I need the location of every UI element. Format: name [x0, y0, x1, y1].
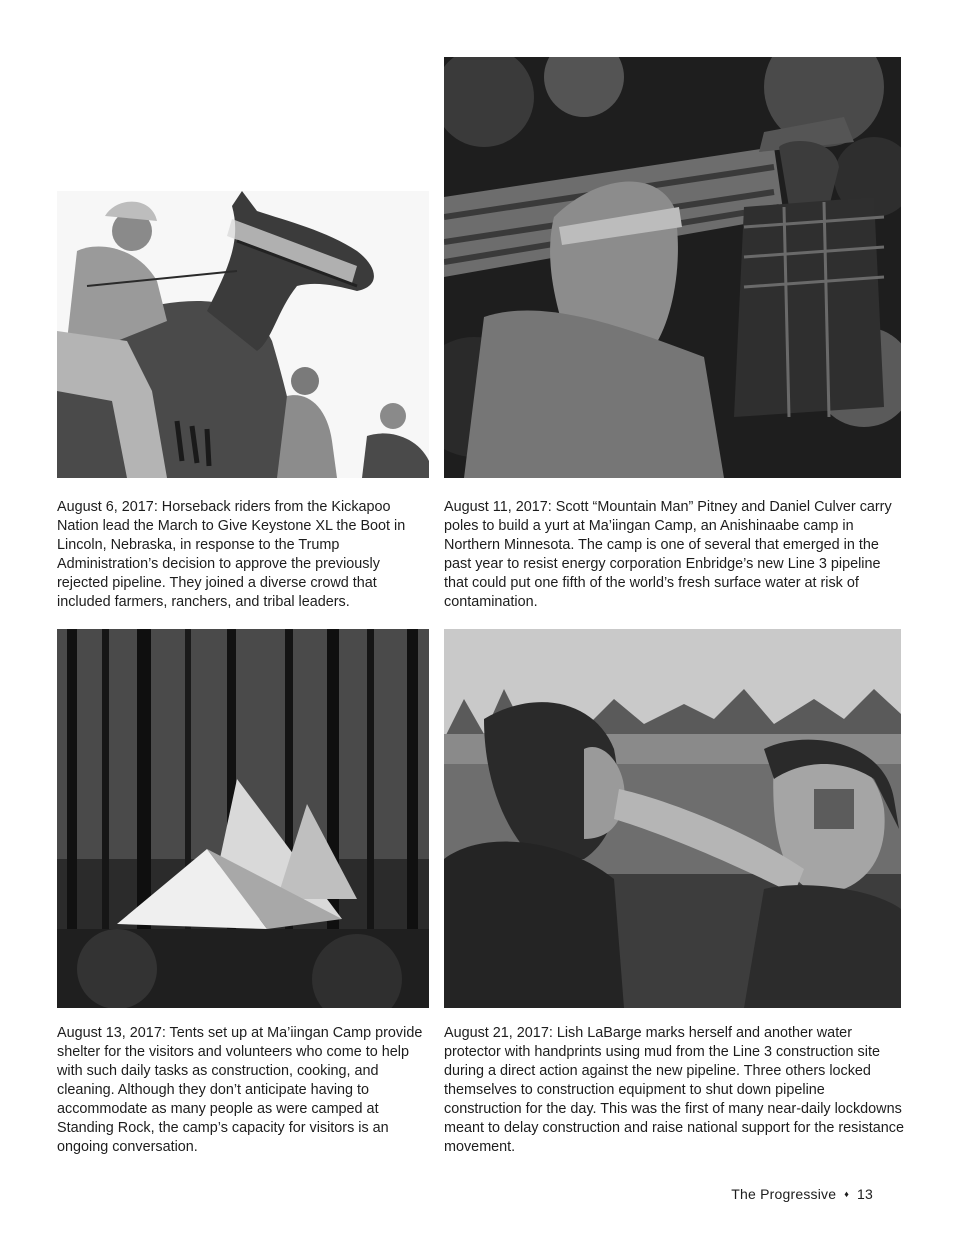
- page-number: 13: [857, 1186, 873, 1202]
- page-footer: [731, 1186, 873, 1202]
- photo-tents-forest: [57, 629, 429, 1008]
- publication-name: The Progressive: [731, 1186, 837, 1202]
- caption-tents-forest: August 13, 2017: Tents set up at Ma’iingan Camp provide shelter for the visitors and volunteers who come to help with such daily tasks as construction, cooking, and cleaning. Although they don’t anticipate having to accommodate as many people as were camped at Standing Rock, the camp’s capacity for visitors is an ongoing conversation.: [57, 1025, 423, 1155]
- caption-handprints: August 21, 2017: Lish LaBarge marks herself and another water protector with handprints using mud from the Line 3 construction site during a direct action against the new pipeline. Three others locked themselves to construction equipment to shut down pipeline construction for the day. This was the first of many near-daily lockdowns meant to delay construction and raise national support for the resistance movement.: [444, 1025, 904, 1155]
- photo-carrying-poles: [444, 57, 901, 478]
- photo-horseback-riders: [57, 191, 429, 478]
- separator-diamond: ♦: [844, 1189, 850, 1199]
- caption-carrying-poles: August 11, 2017: Scott “Mountain Man” Pitney and Daniel Culver carry poles to build a yurt at Ma’iingan Camp, an Anishinaabe camp in Northern Minnesota. The camp is one of several that emerged in the past year to resist energy corporation Enbridge’s new Line 3 pipeline that could put one fifth of the world’s fresh surface water at risk of contamination.: [444, 499, 892, 610]
- caption-horseback-riders: August 6, 2017: Horseback riders from the Kickapoo Nation lead the March to Give Keystone XL the Boot in Lincoln, Nebraska, in response to the Trump Administration’s decision to approve the previously rejected pipeline. They joined a diverse crowd that included farmers, ranchers, and tribal leaders.: [57, 499, 406, 610]
- photo-handprints: [444, 629, 901, 1008]
